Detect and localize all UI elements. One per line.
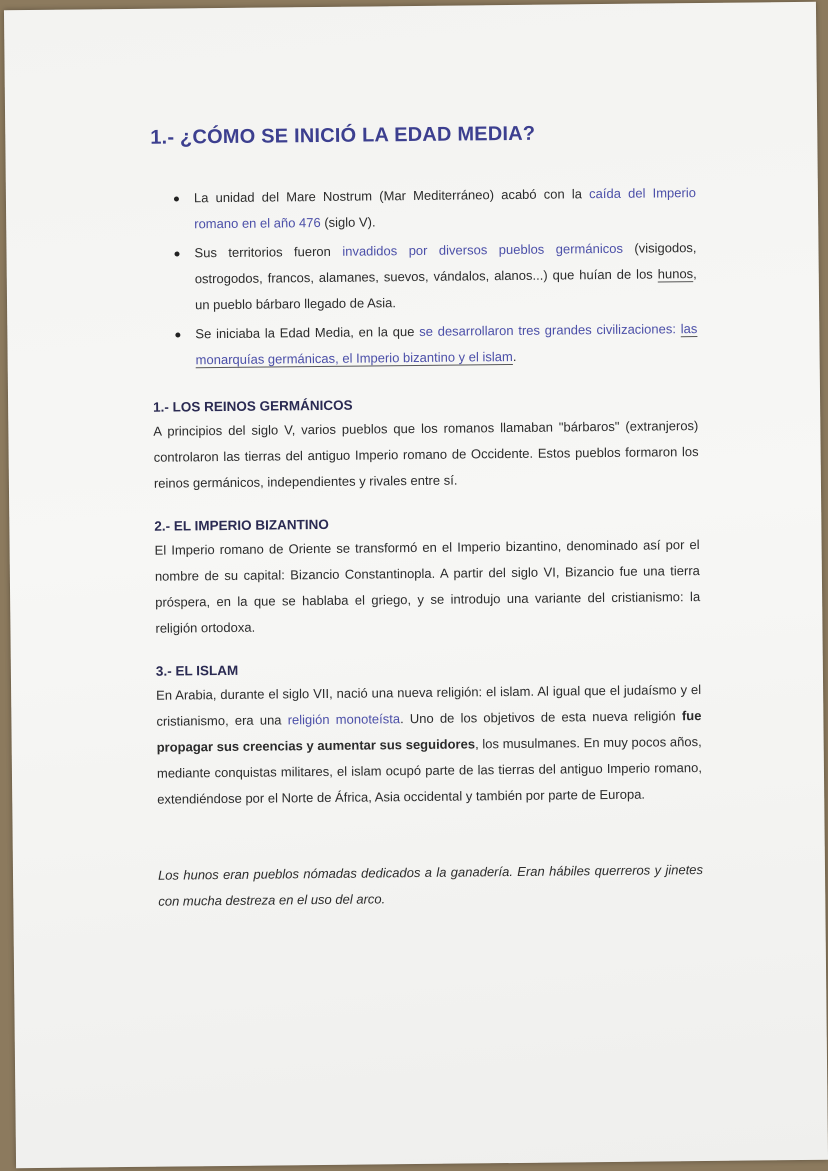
page-title: 1.- ¿CÓMO SE INICIÓ LA EDAD MEDIA? <box>150 122 536 149</box>
section-heading-islam: 3.- EL ISLAM <box>155 662 239 679</box>
section-text-bizantino: El Imperio romano de Oriente se transformó en el Imperio bizantino, denominado así por el nombre de su capital: Bizancio Constantinopla. A partir del siglo VI, Bizancio fue una tierra próspera, en la que se hablaba el griego, y se introdujo una variante del cristianismo: la religión ortodoxa. <box>154 537 701 636</box>
section-text-islam <box>156 677 702 813</box>
bullet-text: . <box>512 348 517 364</box>
bullet-text: La unidad del Mare Nostrum (Mar Mediterráneo) acabó con la <box>193 186 590 206</box>
bullet-underlined: hunos <box>657 266 694 282</box>
bullet-underlined-highlight: las monarquías germánicas, el Imperio bizantino y el islam <box>195 321 698 368</box>
bullet-text: (siglo V). <box>320 214 376 230</box>
bullet-text: (visigodos, ostrogodos, francos, alamanes, suevos, vándalos, alanos...) que huían de los <box>194 240 697 287</box>
bullet-highlight: invadidos por diversos pueblos germánicos <box>342 240 623 259</box>
section-heading-bizantino: 2.- EL IMPERIO BIZANTINO <box>154 516 329 534</box>
bullet-item <box>194 180 697 237</box>
document-content <box>150 121 703 928</box>
bullet-highlight: caída del Imperio romano en el año 476 <box>194 185 696 232</box>
section-text-reinos: A principios del siglo V, varios pueblos que los romanos llamaban "bárbaros" (extranjeros) controlaron las tierras del antiguo Imperio romano de Occidente. Estos pueblos formaron los reinos germánicos, independientes y rivales entre sí. <box>153 418 699 491</box>
islam-highlight: religión monoteísta <box>287 711 401 728</box>
islam-text: , los musulmanes. En muy pocos años, mediante conquistas militares, el islam ocupó parte de las tierras del antiguo Imperio romano, extendiéndose por el Norte de África, Asia occidental y también por parte de Europa. <box>156 734 703 807</box>
islam-text: En Arabia, durante el siglo VII, nació una nueva religión: el islam. Al igual que el judaísmo y el cristianismo, era una <box>156 682 702 729</box>
intro-bullet-list <box>151 180 698 374</box>
islam-text: . Uno de los objetivos de esta nueva religión <box>400 708 682 727</box>
bullet-text: Sus territorios fueron <box>194 243 343 261</box>
bullet-text: Se iniciaba la Edad Media, en la que <box>195 323 420 342</box>
islam-bold: fue propagar sus creencias y aumentar sus seguidores <box>156 708 702 755</box>
bullet-item <box>194 235 697 318</box>
paper-sheet <box>4 2 828 1168</box>
bullet-highlight: se desarrollaron tres grandes civilizaciones: <box>419 321 681 339</box>
bullet-text: , un pueblo bárbaro llegado de Asia. <box>194 266 697 313</box>
bullet-item <box>195 316 698 373</box>
section-heading-reinos: 1.- LOS REINOS GERMÁNICOS <box>153 397 353 415</box>
footnote-hunos: Los hunos eran pueblos nómadas dedicados a la ganadería. Eran hábiles querreros y jinetes con mucha destreza en el uso del arco. <box>157 862 704 909</box>
